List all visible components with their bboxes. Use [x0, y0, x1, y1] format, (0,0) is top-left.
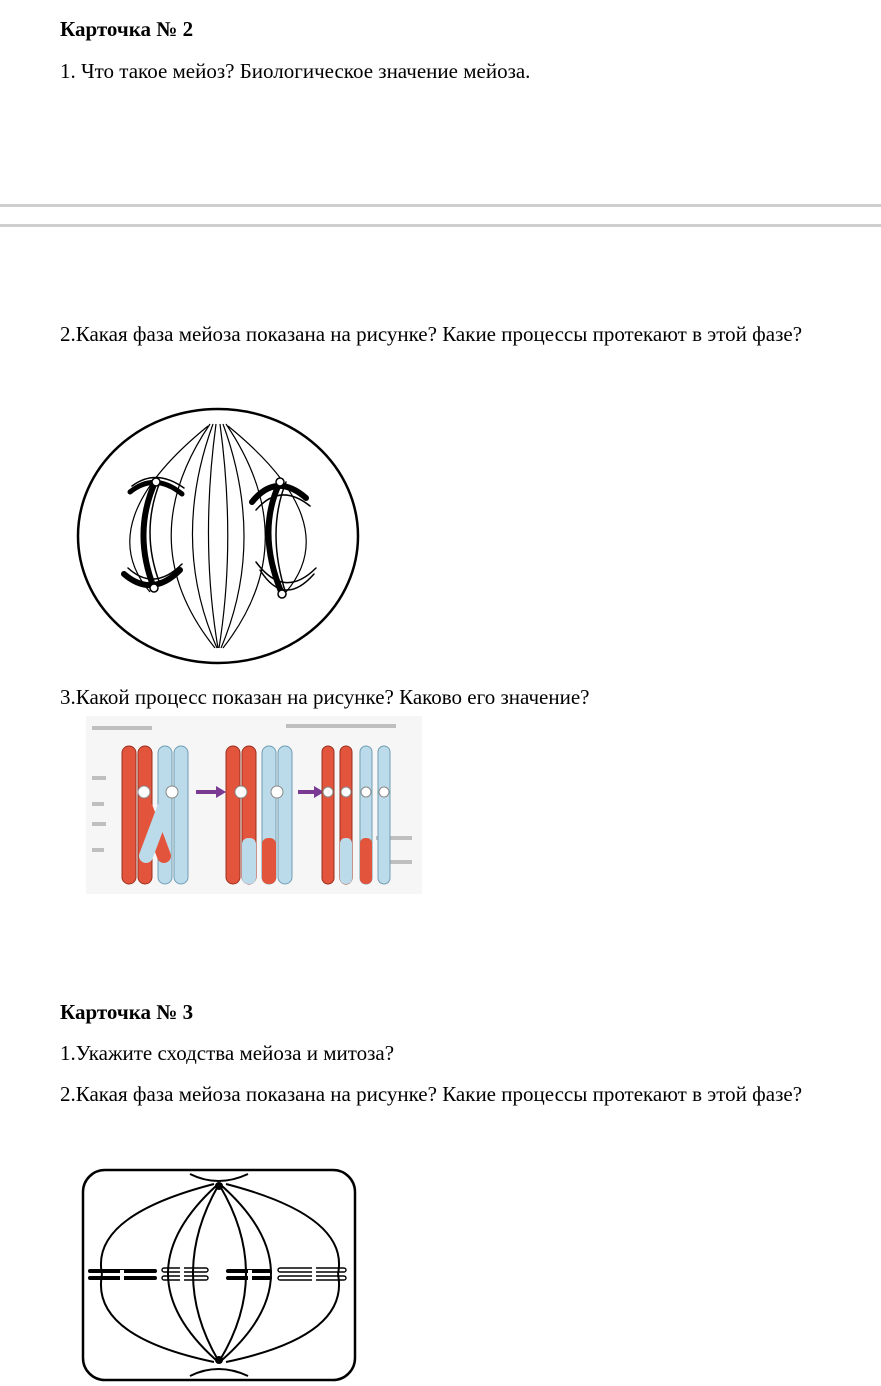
card3-question-2: 2.Какая фаза мейоза показана на рисунке? Какие процессы протекают в этой фазе? — [60, 1082, 803, 1106]
page-divider-top — [0, 204, 881, 207]
figure-metaphase-cell — [70, 402, 366, 670]
figure-metaphase-plate — [80, 1166, 360, 1382]
figure-crossing-over — [86, 716, 422, 894]
card3-title: Карточка № 3 — [60, 1000, 194, 1024]
card2-title: Карточка № 2 — [60, 17, 194, 41]
card3-question-1: 1.Укажите сходства мейоза и митоза? — [60, 1041, 395, 1065]
card2-question-2: 2.Какая фаза мейоза показана на рисунке? Какие процессы протекают в этой фазе? — [60, 322, 803, 346]
card2-question-1: 1. Что такое мейоз? Биологическое значение мейоза. — [60, 59, 531, 83]
page-divider-bottom — [0, 224, 881, 227]
card2-question-3: 3.Какой процесс показан на рисунке? Каково его значение? — [60, 685, 590, 709]
